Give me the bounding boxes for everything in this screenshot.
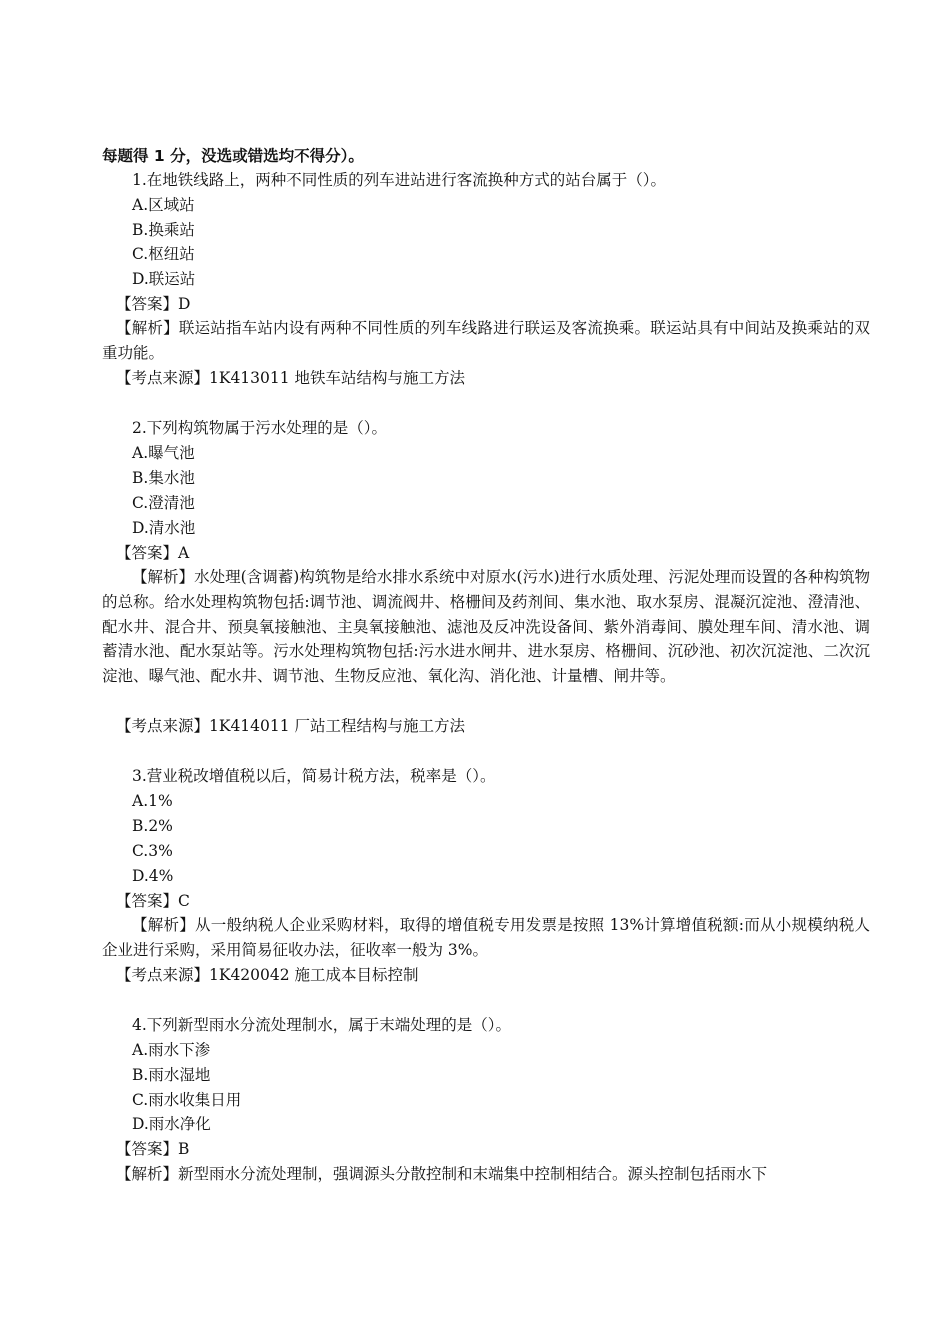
- option: D.4%: [132, 867, 174, 885]
- question-stem: 1.在地铁线路上，两种不同性质的列车进站进行客流换种方式的站台属于（）。: [132, 171, 667, 189]
- option: D.雨水净化: [132, 1115, 211, 1133]
- answer: 【答案】C: [116, 892, 190, 910]
- question-stem: 3.营业税改增值税以后，简易计税方法，税率是（）。: [132, 767, 496, 785]
- question-stem: 2.下列构筑物属于污水处理的是（）。: [132, 419, 388, 437]
- option: B.雨水湿地: [132, 1066, 211, 1084]
- option: A.区域站: [132, 196, 195, 214]
- knowledge-source: 【考点来源】1K420042 施工成本目标控制: [116, 966, 419, 984]
- option: D.联运站: [132, 270, 196, 288]
- answer: 【答案】B: [116, 1140, 190, 1158]
- option: C.澄清池: [132, 494, 195, 512]
- analysis: 【解析】水处理(含调蓄)构筑物是给水排水系统中对原水(污水)进行水质处理、污泥处理而设置的各种构筑物的总称。给水处理构筑物包括:调节池、调流阀井、格栅间及药剂间、集水池、取水泵房、混凝沉淀池、澄清池、配水井、混合井、预臭氧接触池、主臭氧接触池、滤池及反冲洗设备间、紫外消毒间、膜处理车间、清水池、调蓄清水池、配水泵站等。污水处理构筑物包括:污水进水闸井、进水泵房、格栅间、沉砂池、初次沉淀池、二次沉淀池、曝气池、配水井、调节池、生物反应池、氧化沟、消化池、计量槽、闸井等。: [102, 568, 870, 686]
- analysis: 【解析】联运站指车站内设有两种不同性质的列车线路进行联运及客流换乘。联运站具有中间站及换乘站的双重功能。: [102, 319, 870, 362]
- option: B.集水池: [132, 469, 195, 487]
- option: D.清水池: [132, 519, 196, 537]
- option: B.2%: [132, 817, 173, 835]
- knowledge-source: 【考点来源】1K414011 厂站工程结构与施工方法: [116, 717, 466, 735]
- option: C.3%: [132, 842, 173, 860]
- option: B.换乘站: [132, 221, 195, 239]
- section-header: 每题得 1 分，没选或错选均不得分）。: [102, 147, 364, 165]
- option: C.雨水收集日用: [132, 1091, 242, 1109]
- answer: 【答案】A: [116, 544, 190, 562]
- answer: 【答案】D: [116, 295, 191, 313]
- option: A.雨水下渗: [132, 1041, 211, 1059]
- analysis: 【解析】新型雨水分流处理制，强调源头分散控制和末端集中控制相结合。源头控制包括雨水下: [116, 1165, 768, 1183]
- option: A.1%: [132, 792, 173, 810]
- analysis: 【解析】从一般纳税人企业采购材料，取得的增值税专用发票是按照 13%计算增值税额:而从小规模纳税人企业进行采购，采用简易征收办法，征收率一般为 3%。: [102, 916, 870, 959]
- option: A.曝气池: [132, 444, 195, 462]
- question-stem: 4.下列新型雨水分流处理制水，属于末端处理的是（）。: [132, 1016, 512, 1034]
- knowledge-source: 【考点来源】1K413011 地铁车站结构与施工方法: [116, 369, 466, 387]
- option: C.枢纽站: [132, 245, 195, 263]
